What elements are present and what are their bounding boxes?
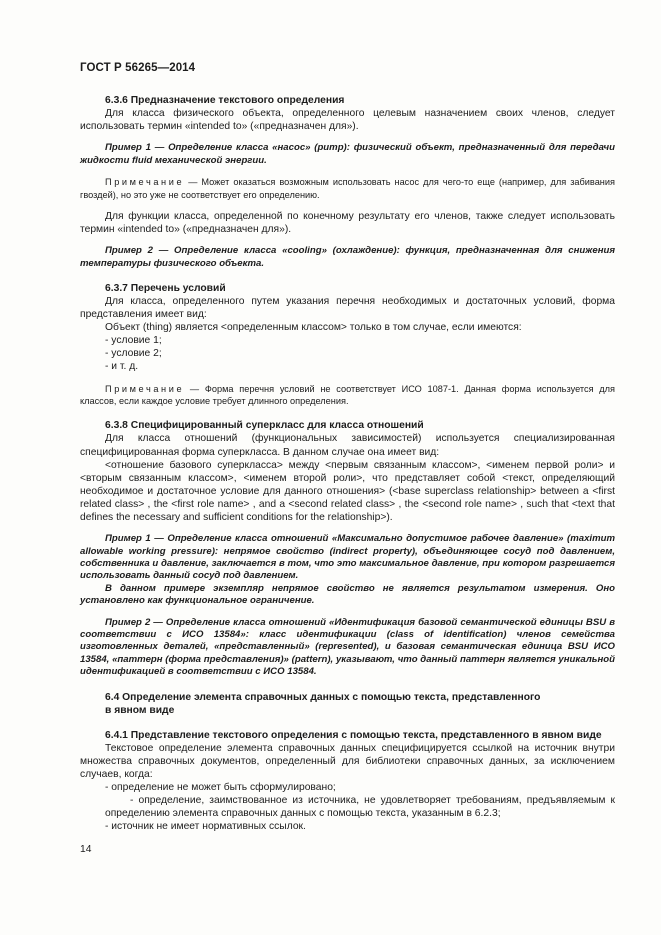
list-item: - определение, заимствованное из источника, не удовлетворяет требованиям, предъявляемым к определению элемента справочных данных с помощью текста, указанным в 6.2.3; [105,795,615,820]
section-heading-6-4-1: 6.4.1 Представление текстового определения с помощью текста, представленного в явном виде [105,729,602,741]
example: Пример 2 — Определение класса «cooling» (охлаждение): функция, предназначенная для снижения температуры физического объекта. [80,245,615,269]
example-continuation: В данном примере экземпляр непрямое свойство не является результатом измерения. Оно установлено как функциональное ограничение. [80,582,615,607]
note-text: — Может оказаться возможным использовать насос для чего-то еще (например, для забивания гвоздей), но это уже не соответствует его определению. [80,177,615,200]
paragraph: Объект (thing) является <определенным классом> только в том случае, если имеются: [105,322,522,334]
paragraph: Для класса, определенного путем указания перечня необходимых и достаточных условий, форма представления имеет вид: [80,296,615,321]
page-number: 14 [80,844,92,855]
document-header: ГОСТ Р 56265—2014 [80,62,196,74]
note [80,383,615,408]
paragraph: <отношение базового суперкласса> между <первым связанным классом>, <именем первой роли> и <вторым связанным классом>, <именем второй роли>, что представляет собой <текст, определяющий необходимое и достаточное условие для данного отношения> (<base superclass relationship> between a <first related class> , the <first role name> , and a <second related class> , the <second role name> , such that <text that defines the necessary and sufficient conditions for the relationship>). [80,459,615,524]
paragraph: Для класса отношений (функциональных зависимостей) используется специализированная специфицированная форма суперкласса. В данном случае она имеет вид: [80,433,615,458]
note [80,176,615,201]
list-item: - условие 2; [105,348,162,360]
list-item: - условие 1; [105,335,162,347]
page-content [80,94,615,834]
paragraph: Для класса физического объекта, определенного целевым назначением своих членов, следует использовать термин «intended to» («предназначен для»). [80,108,615,133]
section-heading-6-4 [80,691,615,717]
example: Пример 1 — Определение класса «насос» (pump): физический объект, предназначенный для передачи жидкости fluid механической энергии. [80,142,615,166]
section-heading-6-3-8: 6.3.8 Специфицированный суперкласс для класса отношений [105,420,424,432]
list-item: - и т. д. [105,361,139,373]
heading-line: в явном виде [105,704,175,716]
list-item: - определение не может быть сформулировано; [105,782,336,794]
section-heading-6-3-7: 6.3.7 Перечень условий [105,282,226,294]
paragraph: Для функции класса, определенной по конечному результату его членов, также следует использовать термин «intended to» («предназначен для»). [80,210,615,235]
example: Пример 2 — Определение класса отношений «Идентификация базовой семантической единицы BSU в соответствии с ИСО 13584»: класс идентификации (class of identification) членов семейства изготовленных деталей, «представленный» (represented), и базовая семантическая единица BSU ИСО 13584, «паттерн (форма представления)» (pattern), указывают, что данный паттерн является уникальной идентификацией в соответствии с ИСО 13584. [80,616,615,678]
heading-line: 6.4 Определение элемента справочных данных с помощью текста, представленного [105,691,541,703]
example: Пример 1 — Определение класса отношений «Максимально допустимое рабочее давление» (maximum allowable working pressure): непрямое свойство (indirect property), объединяющее сосуд под давлением, собственника и давление, заключается в том, что это максимальное давление, при котором разрешается использовать данный сосуд под давлением. [80,533,615,582]
note-text: — Форма перечня условий не соответствует ИСО 1087-1. Данная форма используется для классов, если каждое условие требует длинного определения. [80,383,615,406]
note-label: Примечание [105,177,185,188]
list-item: - источник не имеет нормативных ссылок. [105,821,306,833]
section-heading-6-3-6: 6.3.6 Предназначение текстового определения [105,95,345,106]
note-label: Примечание [105,383,185,394]
paragraph: Текстовое определение элемента справочных данных специфицируется ссылкой на источник внутри множества справочных документов, определенный для библиотеки справочных данных, за исключением случаев, когда: [80,742,615,781]
